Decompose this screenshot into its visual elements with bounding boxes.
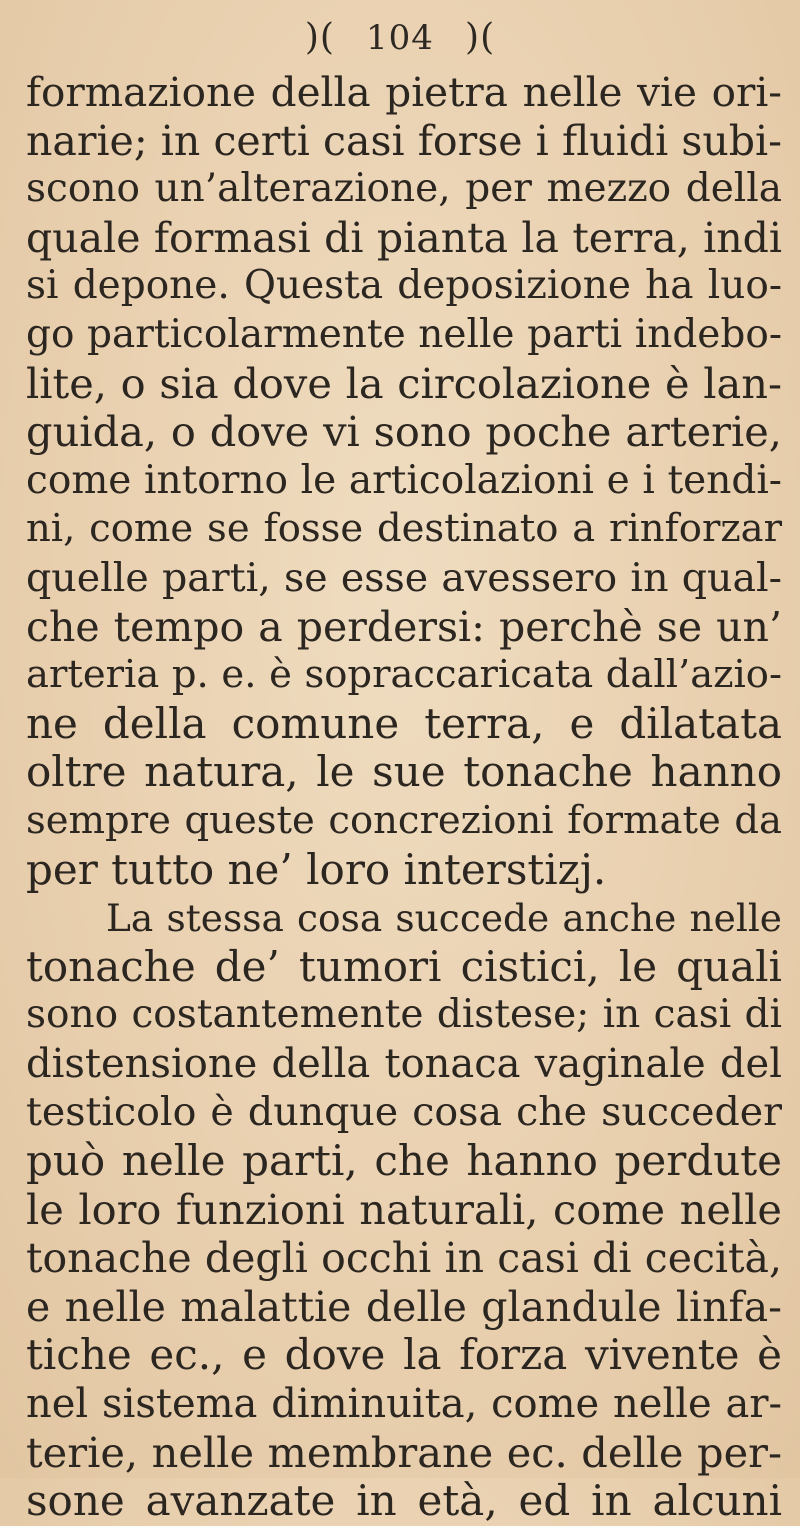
text-line: terie, nelle membrane ec. delle per-	[26, 1427, 782, 1477]
text-line: nel sistema diminuita, come nelle ar-	[26, 1381, 782, 1428]
text-line: ni, come se fosse destinato a rinforzar	[26, 506, 782, 552]
text-line: per tutto ne’ loro interstizj.	[26, 844, 607, 894]
text-line: che tempo a perdersi: perchè se un’	[26, 602, 782, 651]
text-line: come intorno le articolazioni e i tendi-	[26, 457, 782, 503]
left-ornament: )(	[304, 17, 335, 58]
text-line: sone avanzate in età, ed in alcuni	[26, 1476, 782, 1526]
text-line: arteria p. e. è sopraccaricata dall’azio-	[26, 652, 782, 698]
text-line: La stessa cosa succede anche nelle	[106, 896, 782, 941]
text-line: testicolo è dunque cosa che succeder	[26, 1089, 782, 1136]
text-line: guida, o dove vi sono poche arterie,	[26, 407, 782, 457]
text-line: sempre queste concrezioni formate da	[26, 797, 782, 843]
text-line: e nelle malattie delle glandule linfa-	[26, 1282, 782, 1331]
text-line: ne della comune terra, e dilatata	[26, 698, 782, 748]
text-line: go particolarmente nelle parti indebo-	[26, 311, 782, 357]
text-line: tiche ec., e dove la forza vivente è	[26, 1330, 782, 1380]
text-line: quelle parti, se esse avessero in qual-	[26, 554, 782, 601]
text-line: tonache de’ tumori cistici, le quali	[26, 941, 782, 991]
text-line: scono un’alterazione, per mezzo della	[26, 166, 782, 212]
page-number: 104	[366, 18, 434, 58]
text-line: quale formasi di pianta la terra, indi	[26, 213, 782, 262]
text-line: può nelle parti, che hanno perdute	[26, 1136, 782, 1186]
text-line: si depone. Questa deposizione ha luo-	[26, 263, 782, 309]
text-line: oltre natura, le sue tonache hanno	[26, 747, 782, 797]
right-ornament: )(	[465, 17, 496, 58]
text-line: narie; in certi casi forse i fluidi subi-	[26, 116, 782, 165]
text-line: distensione della tonaca vaginale del	[26, 1040, 782, 1087]
text-line: lite, o sia dove la circolazione è lan-	[26, 358, 782, 408]
page-header	[0, 6, 800, 68]
text-line: formazione della pietra nelle vie ori-	[26, 68, 782, 116]
text-line: le loro funzioni naturali, come nelle	[26, 1184, 782, 1234]
body-text	[26, 68, 782, 1526]
text-line: tonache degli occhi in casi di cecità,	[26, 1234, 782, 1283]
text-line: sono costantemente distese; in casi di	[26, 992, 782, 1038]
